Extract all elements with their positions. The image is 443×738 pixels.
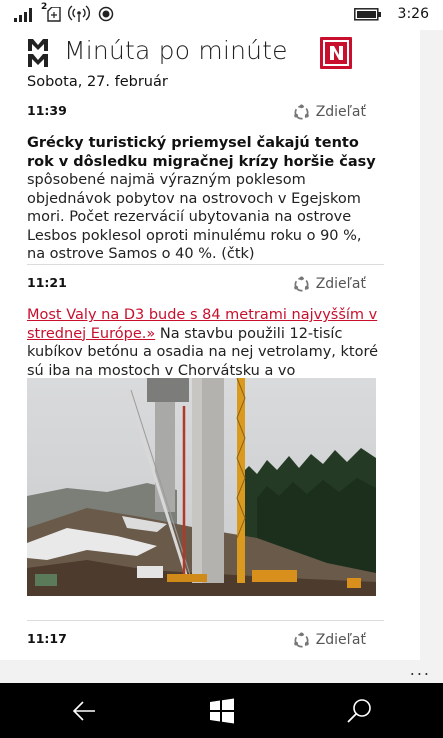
- date-label: Sobota, 27. február: [27, 74, 168, 90]
- share-button[interactable]: [293, 274, 366, 294]
- sim-indicator: 2: [41, 2, 48, 12]
- scrollbar[interactable]: [420, 30, 443, 660]
- item-time: 11:17: [27, 631, 67, 646]
- item-time: 11:21: [27, 275, 67, 290]
- item-time: 11:39: [27, 103, 67, 118]
- share-label: Zdieľať: [315, 104, 366, 120]
- share-button[interactable]: [293, 630, 366, 650]
- mm-logo: [27, 38, 49, 68]
- battery-icon: [354, 8, 382, 21]
- item-text: [27, 134, 384, 264]
- page-title: Minúta po minúte: [64, 36, 288, 65]
- feed[interactable]: [0, 100, 420, 660]
- signal-icon: [14, 8, 32, 22]
- share-label: Zdieľať: [315, 276, 366, 292]
- app-bar: [0, 660, 443, 683]
- n-logo[interactable]: [320, 37, 352, 69]
- item-body: spôsobené najmä výrazným poklesom objednávok pobytov na ostrovoch v Egejskom mori. Počet rezervácií ubytovania na ostrove Lesbos poklesol oproti minulému roku o 90 %, na ostrove Samos o 40 %. (čtk): [27, 172, 362, 262]
- sim-icon: [46, 7, 62, 23]
- share-icon: [293, 104, 310, 121]
- location-icon: [98, 6, 114, 22]
- article-photo[interactable]: [27, 378, 376, 596]
- article-link[interactable]: Most Valy na D3 bude s 84 metrami najvyšším v strednej Európe.»: [27, 307, 378, 342]
- item-body: Na stavbu použili 12-tisíc kubíkov betónu a osadia na nej vetrolamy, ktoré sú iba na mostoch v Chorvátsku a vo: [27, 325, 379, 379]
- feed-item: [27, 630, 384, 650]
- share-icon: [293, 632, 310, 649]
- feed-item: [27, 102, 384, 264]
- navigation-bar: [0, 683, 443, 738]
- divider: [27, 620, 384, 621]
- status-bar: [0, 0, 443, 30]
- hotspot-icon: [68, 5, 90, 23]
- divider: [27, 264, 384, 265]
- share-button[interactable]: [293, 102, 366, 122]
- clock: 3:26: [397, 6, 429, 22]
- share-label: Zdieľať: [315, 632, 366, 648]
- share-icon: [293, 276, 310, 293]
- item-headline: Grécky turistický priemysel čakajú tento rok v dôsledku migračnej krízy horšie časy: [27, 135, 376, 170]
- more-button[interactable]: ...: [409, 660, 431, 679]
- back-arrow-icon[interactable]: [69, 696, 99, 726]
- app-header: [0, 30, 443, 100]
- search-icon[interactable]: [345, 696, 375, 726]
- windows-icon[interactable]: [207, 696, 237, 726]
